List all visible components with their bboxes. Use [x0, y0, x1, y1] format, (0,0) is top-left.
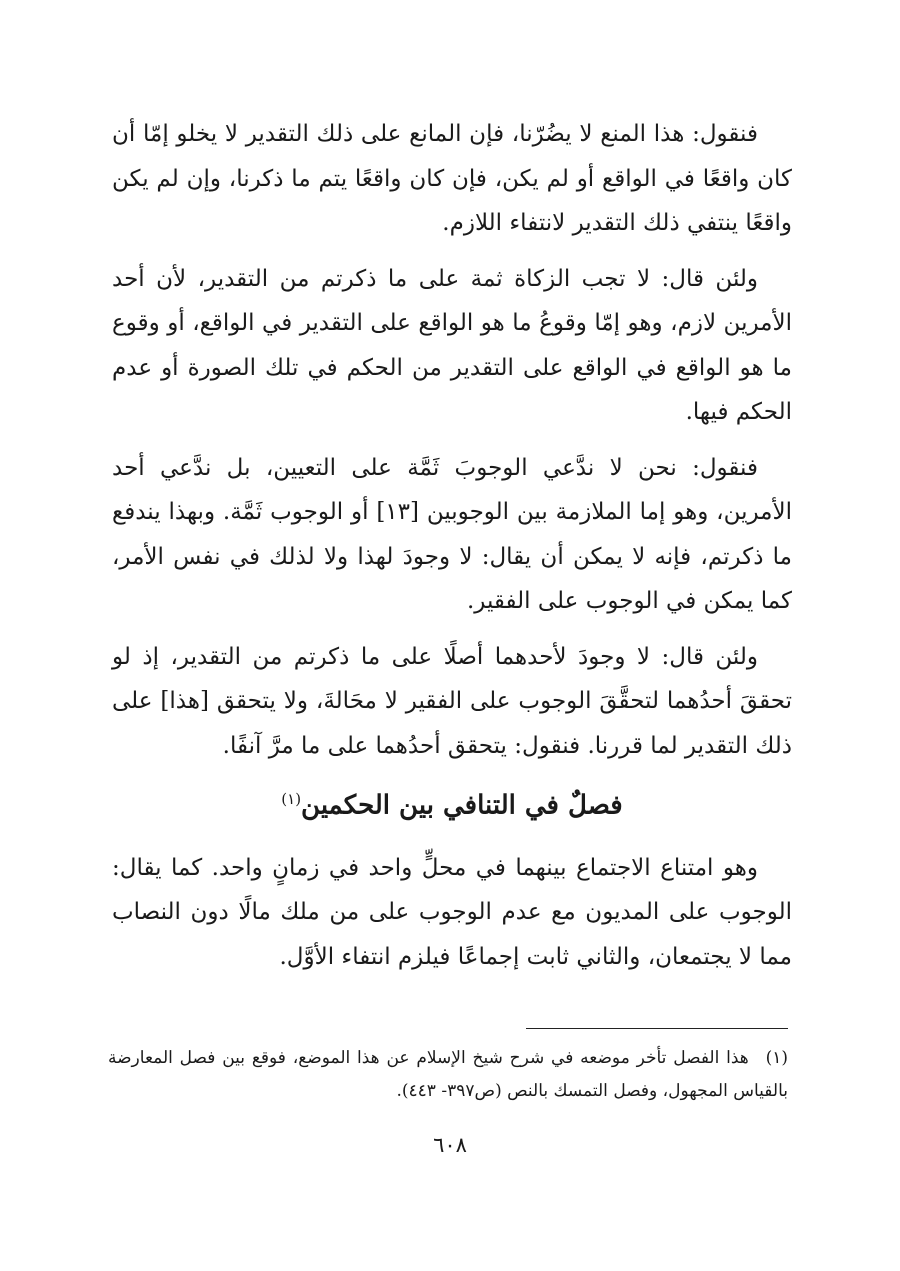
footnote-divider	[526, 1028, 788, 1029]
footnote-text: هذا الفصل تأخر موضعه في شرح شيخ الإسلام عن هذا الموضع، فوقع بين فصل المعارضة بالقياس المجهول، وفصل التمسك بالنص (ص٣٩٧- ٤٤٣).	[108, 1048, 788, 1101]
section-paragraph: وهو امتناع الاجتماع بينهما في محلٍّ واحد في زمانٍ واحد. كما يقال: الوجوب على المديون مع عدم الوجوب على من ملك مالًا دون النصاب مما لا يجتمعان، والثاني ثابت إجماعًا فيلزم انتفاء الأوَّل.	[112, 854, 792, 970]
section-title: فصلٌ في التنافي بين الحكمين	[301, 790, 623, 821]
paragraph-2: ولئن قال: لا تجب الزكاة ثمة على ما ذكرتم من التقدير، لأن أحد الأمرين لازم، وهو إمّا وقوعُ ما هو الواقع على التقدير في الواقع، أو وقوع ما هو الواقع في الواقع على التقدير من الحكم في تلك الصورة أو عدم الحكم فيها.	[112, 265, 792, 425]
footnote	[108, 1042, 788, 1108]
section-heading	[112, 779, 792, 826]
paragraph-4: ولئن قال: لا وجودَ لأحدهما أصلًا على ما ذكرتم من التقدير، إذ لو تحققَ أحدُهما لتحقَّقَ الوجوب على الفقير لا محَالةَ، ولا يتحقق [هذا] على ذلك التقدير لما قررنا. فنقول: يتحقق أحدُهما على ما مرَّ آنفًا.	[112, 643, 792, 759]
page-number: ٦٠٨	[433, 1133, 467, 1157]
page-body	[112, 112, 792, 990]
footnote-ref: (١)	[281, 790, 302, 808]
footnote-marker: (١)	[765, 1048, 788, 1068]
paragraph-3: فنقول: نحن لا ندَّعي الوجوبَ ثَمَّة على التعيين، بل ندَّعي أحد الأمرين، وهو إما الملازمة بين الوجوبين [١٣] أو الوجوب ثَمَّة. وبهذا يندفع ما ذكرتم، فإنه لا يمكن أن يقال: لا وجودَ لهذا ولا لذلك في نفس الأمر، كما يمكن في الوجوب على الفقير.	[112, 454, 793, 614]
paragraph-1: فنقول: هذا المنع لا يضُرّنا، فإن المانع على ذلك التقدير لا يخلو إمّا أن كان واقعًا في الواقع أو لم يكن، فإن كان واقعًا يتم ما ذكرنا، وإن لم يكن واقعًا ينتفي ذلك التقدير لانتفاء اللازم.	[112, 121, 792, 236]
